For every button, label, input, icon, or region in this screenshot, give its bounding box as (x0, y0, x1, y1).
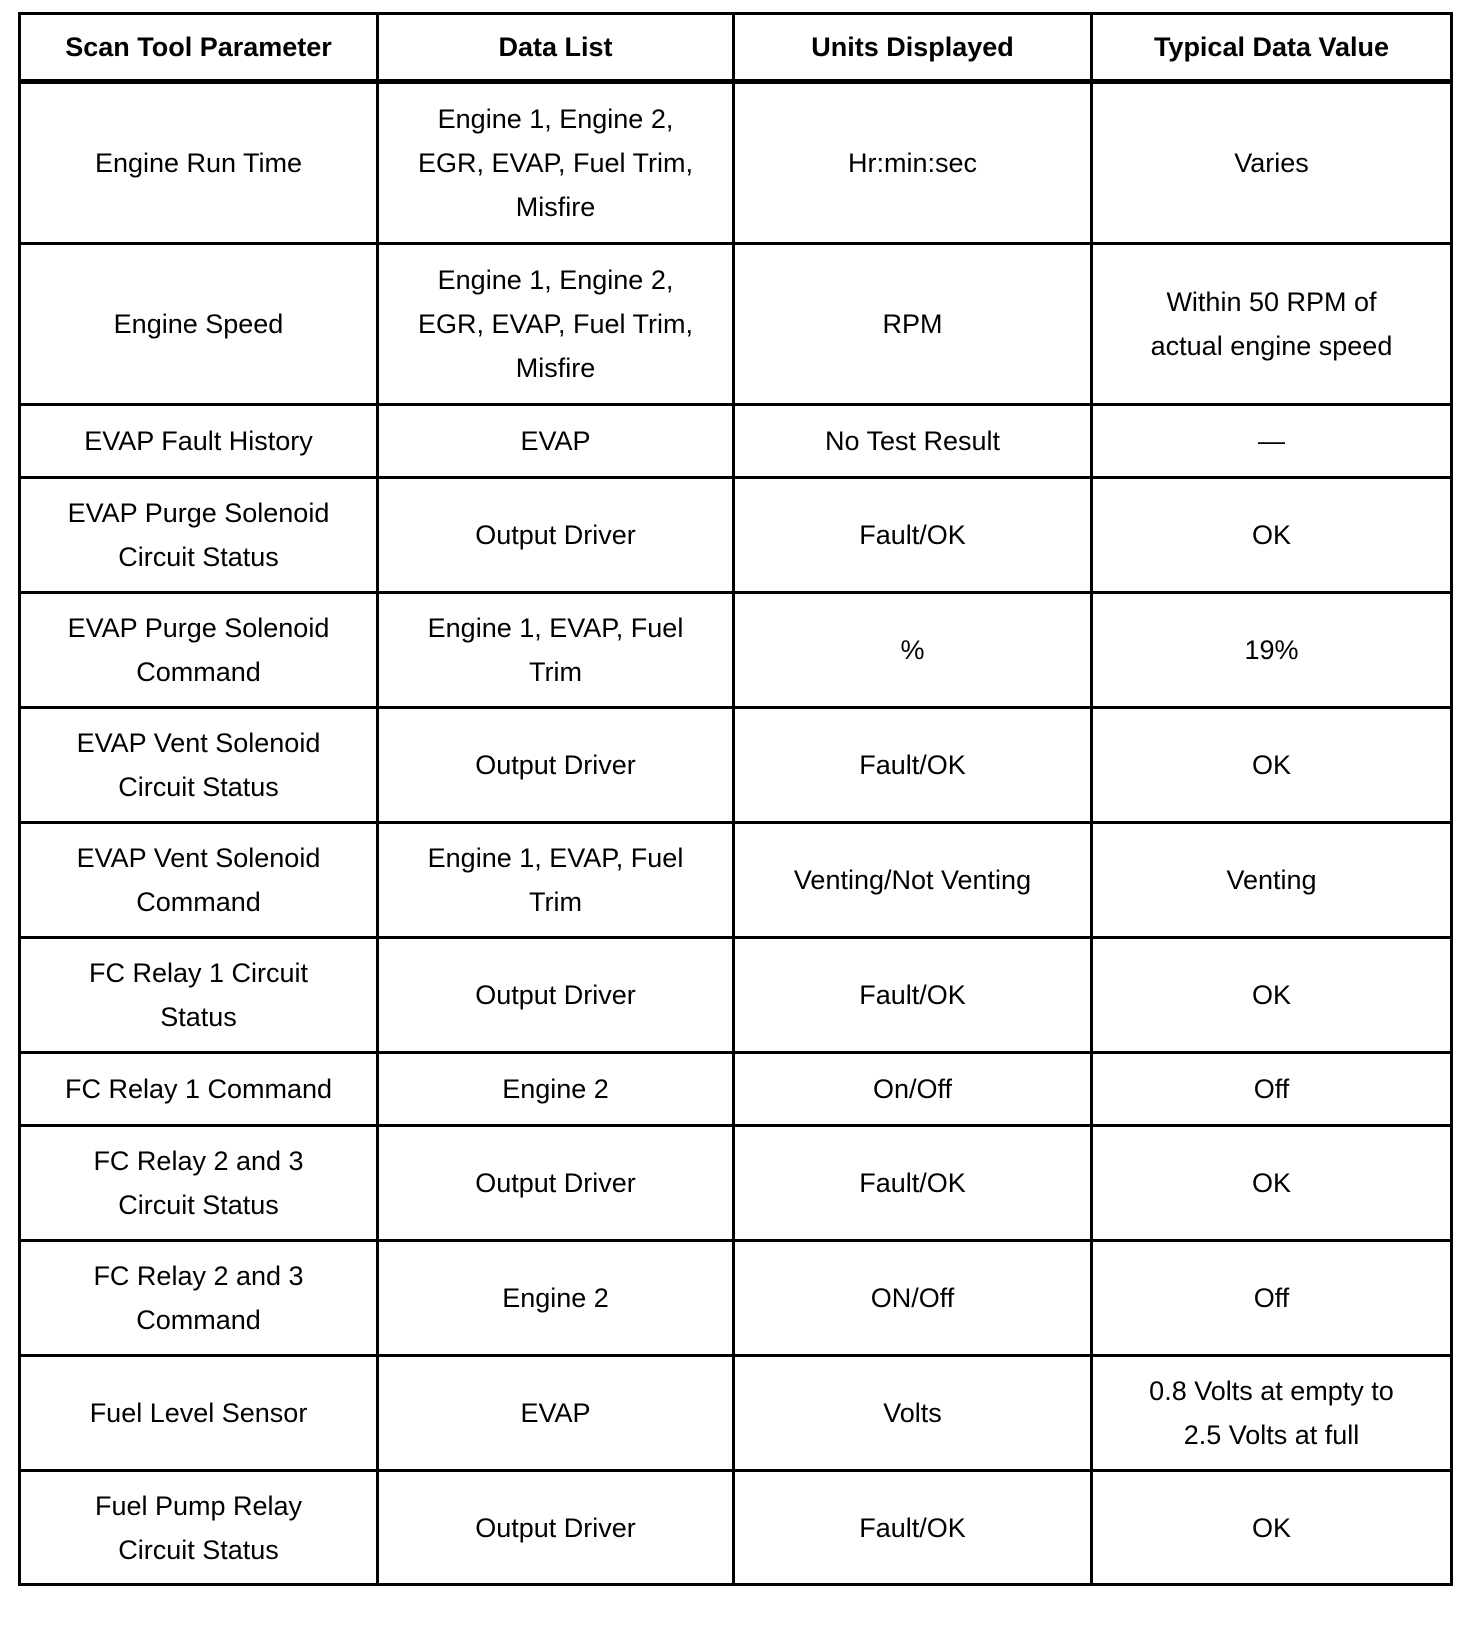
table-row (20, 82, 1452, 244)
header-units-displayed: Units Displayed (734, 14, 1092, 82)
cell-typical-value: Off (1092, 1241, 1452, 1356)
scan-tool-data-table (18, 12, 1453, 1586)
cell-data-list: Output Driver (378, 938, 734, 1053)
cell-data-list: Engine 1, EVAP, Fuel Trim (378, 823, 734, 938)
cell-units: Volts (734, 1356, 1092, 1471)
cell-typical-value: OK (1092, 478, 1452, 593)
cell-data-list: Engine 1, EVAP, Fuel Trim (378, 593, 734, 708)
cell-typical-value: OK (1092, 1471, 1452, 1585)
cell-data-list: Output Driver (378, 1126, 734, 1241)
cell-data-list: Output Driver (378, 708, 734, 823)
cell-data-list: EVAP (378, 405, 734, 478)
header-typical-data-value: Typical Data Value (1092, 14, 1452, 82)
cell-units: RPM (734, 244, 1092, 405)
header-scan-tool-parameter: Scan Tool Parameter (20, 14, 378, 82)
cell-units: Fault/OK (734, 1471, 1092, 1585)
cell-parameter: FC Relay 2 and 3 Circuit Status (20, 1126, 378, 1241)
cell-units: Fault/OK (734, 708, 1092, 823)
cell-typical-value: Off (1092, 1053, 1452, 1126)
table-row (20, 593, 1452, 708)
table-row (20, 244, 1452, 405)
cell-data-list: Output Driver (378, 478, 734, 593)
cell-typical-value: Within 50 RPM of actual engine speed (1092, 244, 1452, 405)
cell-units: Hr:min:sec (734, 82, 1092, 244)
cell-units: No Test Result (734, 405, 1092, 478)
cell-parameter: EVAP Purge Solenoid Circuit Status (20, 478, 378, 593)
cell-parameter: Fuel Level Sensor (20, 1356, 378, 1471)
cell-parameter: Engine Speed (20, 244, 378, 405)
cell-data-list: Engine 1, Engine 2, EGR, EVAP, Fuel Trim, Misfire (378, 82, 734, 244)
table-body (20, 82, 1452, 1585)
cell-units: % (734, 593, 1092, 708)
cell-parameter: EVAP Purge Solenoid Command (20, 593, 378, 708)
cell-units: Venting/Not Venting (734, 823, 1092, 938)
cell-data-list: Engine 2 (378, 1053, 734, 1126)
cell-data-list: Output Driver (378, 1471, 734, 1585)
cell-parameter: EVAP Vent Solenoid Command (20, 823, 378, 938)
table-row (20, 405, 1452, 478)
cell-typical-value: OK (1092, 708, 1452, 823)
table-row (20, 1356, 1452, 1471)
cell-typical-value: 19% (1092, 593, 1452, 708)
scan-tool-data-table-container (18, 12, 1450, 1586)
table-row (20, 938, 1452, 1053)
cell-units: Fault/OK (734, 938, 1092, 1053)
cell-parameter: Fuel Pump Relay Circuit Status (20, 1471, 378, 1585)
cell-parameter: FC Relay 1 Circuit Status (20, 938, 378, 1053)
cell-units: Fault/OK (734, 478, 1092, 593)
table-row (20, 1241, 1452, 1356)
cell-data-list: Engine 2 (378, 1241, 734, 1356)
cell-data-list: EVAP (378, 1356, 734, 1471)
table-row (20, 478, 1452, 593)
cell-units: Fault/OK (734, 1126, 1092, 1241)
cell-data-list: Engine 1, Engine 2, EGR, EVAP, Fuel Trim, Misfire (378, 244, 734, 405)
table-row (20, 1126, 1452, 1241)
cell-typical-value: Venting (1092, 823, 1452, 938)
cell-typical-value: 0.8 Volts at empty to 2.5 Volts at full (1092, 1356, 1452, 1471)
table-header (20, 14, 1452, 82)
table-row (20, 708, 1452, 823)
cell-units: ON/Off (734, 1241, 1092, 1356)
header-row (20, 14, 1452, 82)
cell-parameter: EVAP Vent Solenoid Circuit Status (20, 708, 378, 823)
cell-units: On/Off (734, 1053, 1092, 1126)
cell-typical-value: Varies (1092, 82, 1452, 244)
cell-typical-value: OK (1092, 938, 1452, 1053)
cell-typical-value: — (1092, 405, 1452, 478)
cell-parameter: FC Relay 2 and 3 Command (20, 1241, 378, 1356)
table-row (20, 1053, 1452, 1126)
table-row (20, 823, 1452, 938)
cell-typical-value: OK (1092, 1126, 1452, 1241)
cell-parameter: FC Relay 1 Command (20, 1053, 378, 1126)
header-data-list: Data List (378, 14, 734, 82)
table-row (20, 1471, 1452, 1585)
cell-parameter: EVAP Fault History (20, 405, 378, 478)
cell-parameter: Engine Run Time (20, 82, 378, 244)
